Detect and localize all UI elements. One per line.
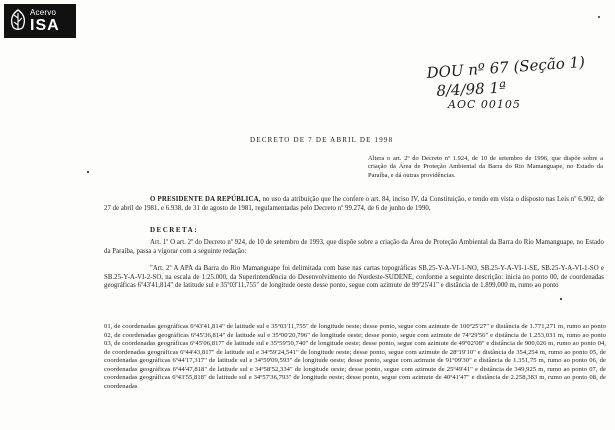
boundary-coordinates-text: 01, de coordenadas geográficas 6º43'41,814" de latitude sul e 35º03'11,755" de longitude oeste; desse ponto, segue com azimute de 100º25'27" e distância de 1.771,271 m, rumo ao ponto 02, de coordenadas geográficas 6º45'36,814" de latitude sul e 35º00'20,796" de longitude oeste; desse ponto, segue com azimute de 74º29'56" e distância de 1.253,031 m, rumo ao ponto 03, de coordenadas geográficas 6º45'06,817" de latitude sul e 35º59'50,740" de longitude oeste; desse ponto, segue com azimute de 49º02'08" e distância de 900,026 m, rumo ao ponto 04, de coordenadas geográficas 6º44'43,817" de latitude sul e 34º59'24,541" de longitude oeste; desse ponto, segue com azimute de 28º19'10" e distância de 354,254 m, rumo ao ponto 05, de coordenadas geográficas 6º44'17,317" de latitude sul e 34º59'09,593" de longitude oeste; desse ponto, segue com azimute de 91º09'30" e distância de 1.351,75 m, rumo ao ponto 06, de coordenadas geográficas 6º44'47,818" de latitude sul e 34º58'52,334" de longitude oeste; desse ponto, segue com azimute de 25º49'41" e distância de 349,925 m, rumo ao ponto 07, de coordenadas geográficas 6º43'55,818" de latitude sul e 34º57'36,793" de longitude oeste; desse ponto, segue com azimute de 40º41'47" e distância de 2.258,383 m, rumo ao ponto 08, de coordenadas (104, 323, 606, 390)
article-1-text: Art. 1º O art. 2º do Decreto nº 924, de 10 de setembro de 1993, que dispõe sobre a criação da Área de Proteção Ambiental da Barra do Rio Mamanguape, no Estado da Paraíba, passa a vigorar com a seguinte redação: (104, 239, 604, 255)
scan-speck (560, 298, 562, 300)
decreta-heading: DECRETA: (150, 226, 199, 234)
decree-title: DECRETO DE 7 DE ABRIL DE 1998 (250, 136, 394, 144)
decree-preamble (104, 196, 604, 213)
preamble-text: no uso da atribuição que lhe confere o art. 84, inciso IV, da Constituição, e tendo em vista o disposto nas Leis nº 6.902, de 27 de abril de 1981, e 6.938, de 31 de agosto de 1981, regulamentadas pelo Decreto nº 99.274, de 6 de junho de 1990, (104, 196, 605, 212)
isa-emblem-icon (8, 9, 28, 31)
logo-text-isa: ISA (30, 17, 60, 34)
acervo-isa-logo (4, 4, 76, 38)
scan-speck (598, 16, 600, 18)
article-2-text: "Art. 2º A APA da Barra do Rio Mamanguape foi delimitada com base nas cartas topográficas SB.25-Y-A-VI-1-NO, SB.25-Y-A-VI-1-SE, SB.25-Y-A-VI-1-SO e SB.25-Y-A-VI-2-SO, na escala de 1:25.000, da Superintendência do Desenvolvimento do Nordeste-SUDENE, conforme a seguinte descrição: inicia no ponto 00, de coordenadas geográficas 6º43'41,814" de latitude sul e 35º03'11,755" de longitude oeste desse ponto, segue com azimute de 99º25'41" e distância de 1.899,000 m, rumo ao ponto (104, 265, 604, 290)
handwritten-archive-code: AOC 00105 (448, 98, 521, 111)
scan-speck (87, 171, 89, 173)
handwritten-publication-ref: DOU nº 67 (Seção 1) (426, 52, 586, 82)
president-heading: O PRESIDENTE DA REPÚBLICA, (150, 196, 261, 203)
logo-text-acervo: Acervo (30, 8, 57, 17)
handwritten-date: 8/4/98 1ª (436, 78, 507, 100)
decree-summary: Altera o art. 2º do Decreto nº 1.924, de 10 de setembro de 1996, que dispõe sobre a criação da Área de Proteção Ambiental da Barra do Rio Mamanguape, no Estado da Paraíba, e dá outras providências. (368, 155, 603, 179)
